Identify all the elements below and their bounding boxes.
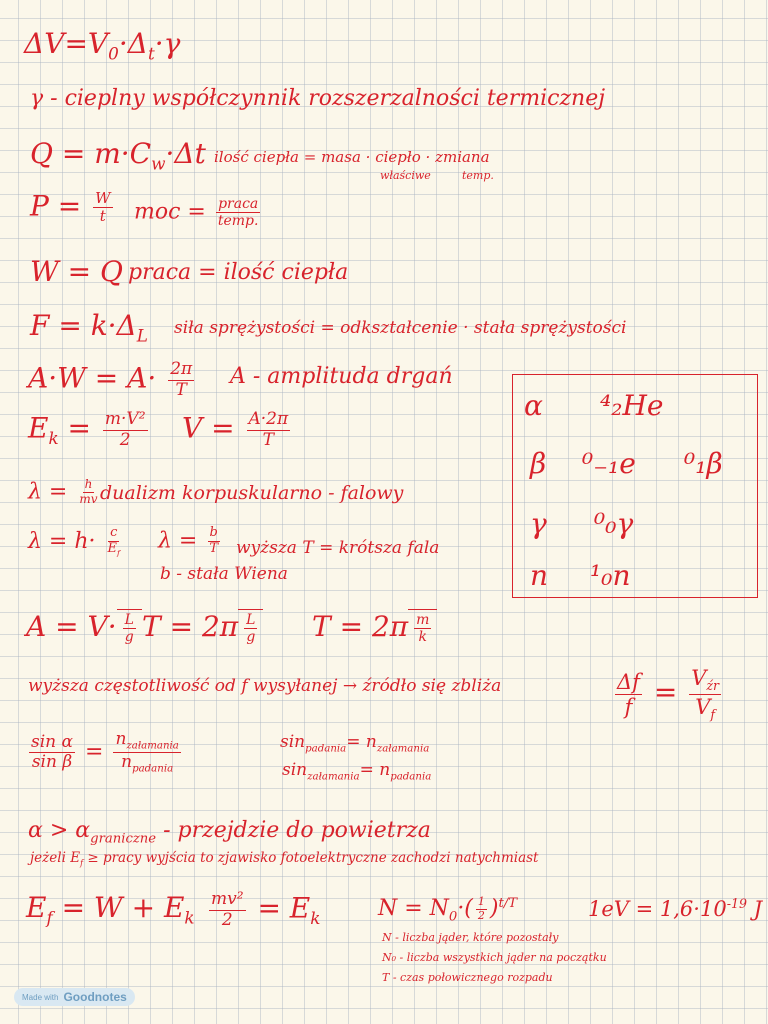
snell-law-formula: $\frac{\text{sin α}}{\text{sin β}}$ = $\frac{n_{załamania}}{n_{padania}}$ (31, 729, 179, 775)
heat-explanation-temp: temp. (462, 169, 494, 182)
photoelectric-formula: $E_f = W + E_k$ (26, 891, 195, 928)
decay-formula: $N = N_0\cdot$( $\frac{1}{2}$ )$^{t/T}$ (378, 895, 518, 925)
kinetic-energy-equality: $\frac{\text{mv²}}{2}$ = $E_k$ (211, 889, 321, 930)
doppler-explanation: wyższa częstotliwość od f wysyłanej → źródło się zbliża (28, 676, 502, 696)
debroglie-explanation: dualizm korpuskularno - falowy (100, 482, 404, 504)
wien-formula: λ = $\frac{b}{T}$ (158, 525, 219, 556)
debroglie-formula: λ = $\frac{h}{mv}$ (28, 477, 98, 506)
radiation-beta-symbol: β (530, 447, 547, 480)
decay-note-n: N - liczba jąder, które pozostały (382, 931, 559, 944)
decay-note-n0: N₀ - liczba wszystkich jąder na początku (382, 951, 607, 964)
radiation-alpha-symbol: α (524, 389, 543, 422)
power-definition: moc = $\frac{\text{praca}}{\text{temp.}}$ (134, 196, 259, 230)
heat-formula: $Q = m\cdot C_w\cdot\Delta t$ (30, 137, 206, 174)
radiation-beta-plus-notation: ⁰₁β (684, 447, 723, 480)
critical-angle-note: $\alpha > \alpha_{graniczne}$ - przejdzie do powietrza (28, 818, 431, 847)
radiation-gamma-symbol: γ (530, 507, 547, 540)
radiation-gamma-notation: ⁰₀γ (594, 507, 634, 540)
pendulum-period-formula: T = 2π $\frac{L}{g}$ (142, 612, 263, 645)
radiation-beta-notation: ⁰₋₁e (582, 447, 636, 480)
snell-relation-2: $\sin_{załamania}= n_{padania}$ (282, 760, 432, 783)
photoelectric-note: jeżeli $E_f$ ≥ pracy wyjścia to zjawisko fotoelektryczne zachodzi natychmiast (30, 850, 539, 868)
work-explanation: praca = ilość ciepła (128, 260, 349, 285)
badge-brand: Goodnotes (63, 990, 127, 1004)
work-formula: W = Q (30, 255, 123, 288)
heat-explanation: ilość ciepła = masa · ciepło · zmiana (214, 148, 490, 166)
radiation-alpha-notation: ⁴₂He (600, 389, 664, 422)
amplitude-pendulum-formula: A = V· $\frac{L}{g}$ (26, 612, 142, 645)
spring-formula: $F = k\cdot\Delta_L$ (30, 309, 148, 346)
power-formula: P = $\frac{W}{t}$ (30, 189, 111, 226)
spring-explanation: siła sprężystości = odkształcenie · stała sprężystości (174, 318, 627, 338)
gamma-definition: γ - cieplny współczynnik rozszerzalności termicznej (30, 86, 606, 111)
heat-explanation-specific: właściwe (380, 169, 431, 182)
amplitude-formula: A·W = A· $\frac{2\pi}{T}$ (28, 359, 193, 400)
electronvolt-conversion: $1eV = 1,6\cdot 10^{-19}$ J (588, 896, 763, 921)
wien-constant-definition: b - stała Wiena (160, 564, 288, 584)
made-with-goodnotes-badge[interactable] (14, 988, 135, 1006)
radiation-neutron-symbol: n (530, 559, 549, 592)
badge-prefix: Made with (22, 992, 59, 1002)
decay-note-t: T - czas połowicznego rozpadu (382, 971, 553, 984)
snell-relation-1: $\sin_{padania}= n_{załamania}$ (280, 732, 430, 755)
spring-period-formula: T = 2π $\frac{m}{k}$ (312, 612, 437, 645)
photon-wavelength-formula: λ = h· $\frac{c}{E_f}$ (28, 525, 120, 558)
doppler-formula: $\frac{\Delta f}{f}$ = $\frac{V_{źr}}{V_f}$ (617, 666, 720, 722)
wien-explanation: wyższa T = krótsza fala (236, 538, 440, 558)
volume-expansion-formula: $\Delta V=V_0\cdot\Delta_t\cdot\gamma$ (24, 27, 181, 64)
radiation-neutron-notation: ¹₀n (590, 559, 631, 592)
kinetic-energy-formula: $E_k$ = $\frac{\text{m·V²}}{2}$ (28, 409, 146, 450)
velocity-formula: V = $\frac{A\cdot 2\pi}{T}$ (182, 409, 289, 450)
amplitude-explanation: A - amplituda drgań (230, 364, 453, 389)
